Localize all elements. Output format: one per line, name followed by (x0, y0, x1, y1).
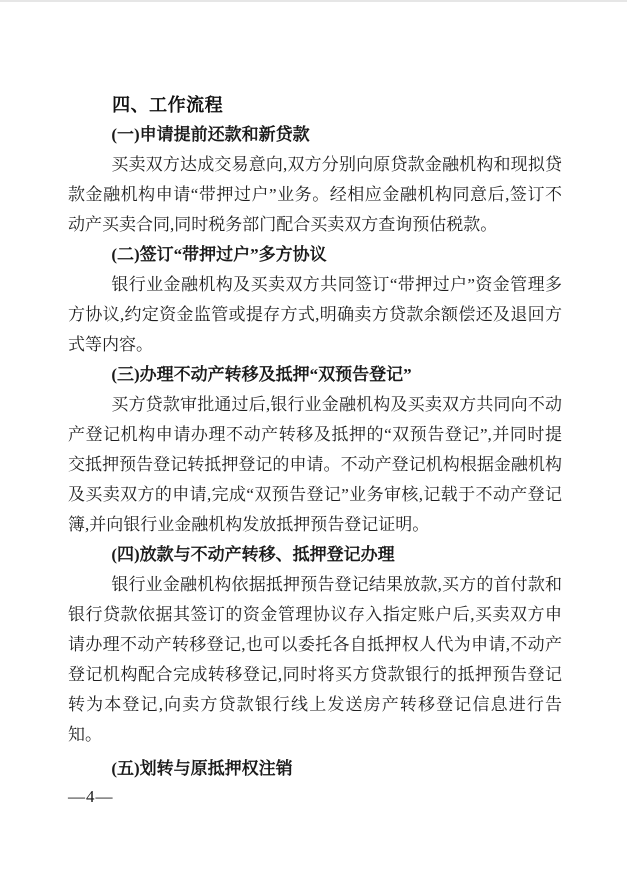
subsection-4 (68, 540, 562, 750)
subsection-5 (68, 754, 562, 784)
subsection-3-paragraph: 买方贷款审批通过后,银行业金融机构及买卖双方共同向不动产登记机构申请办理不动产转移及抵押的“双预告登记”,并同时提交抵押预告登记转抵押登记的申请。不动产登记机构根据金融机构及买卖双方的申请,完成“双预告登记”业务审核,记载于不动产登记簿,并向银行业金融机构发放抵押预告登记证明。 (68, 395, 562, 534)
subsection-5-title: (五)划转与原抵押权注销 (111, 759, 293, 778)
document-body (68, 90, 562, 784)
subsection-1-title: (一)申请提前还款和新贷款 (111, 125, 310, 144)
subsection-4-paragraph: 银行业金融机构依据抵押预告登记结果放款,买方的首付款和银行贷款依据其签订的资金管理协议存入指定账户后,买卖双方申请办理不动产转移登记,也可以委托各自抵押权人代为申请,不动产登记机构配合完成转移登记,同时将买方贷款银行的抵押预告登记转为本登记,向卖方贷款银行线上发送房产转移登记信息进行告知。 (68, 575, 562, 744)
subsection-1 (68, 120, 562, 240)
subsection-2 (68, 240, 562, 360)
subsection-3 (68, 360, 562, 540)
subsection-1-paragraph: 买卖双方达成交易意向,双方分别向原贷款金融机构和现拟贷款金融机构申请“带押过户”业务。经相应金融机构同意后,签订不动产买卖合同,同时税务部门配合买卖双方查询预估税款。 (68, 155, 562, 234)
subsection-4-title: (四)放款与不动产转移、抵押登记办理 (111, 545, 395, 564)
subsection-2-title: (二)签订“带押过户”多方协议 (111, 245, 327, 264)
subsection-2-paragraph: 银行业金融机构及买卖双方共同签订“带押过户”资金管理多方协议,约定资金监管或提存方式,明确卖方贷款余额偿还及退回方式等内容。 (68, 275, 562, 354)
subsection-3-title: (三)办理不动产转移及抵押“双预告登记” (111, 365, 412, 384)
section-heading: 四、工作流程 (112, 95, 224, 115)
page-number: —4— (68, 787, 114, 806)
